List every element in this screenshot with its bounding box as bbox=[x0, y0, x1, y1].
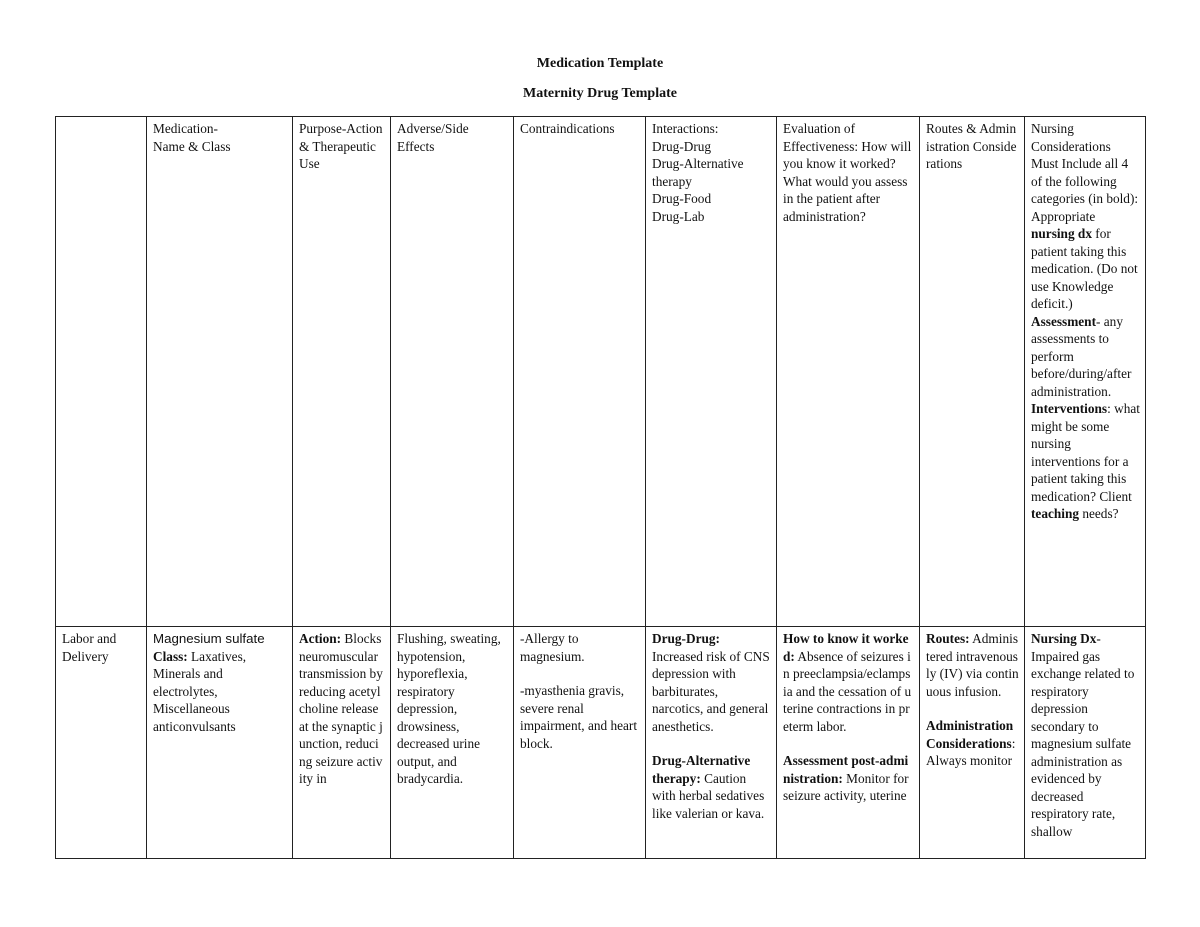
header-medication-line2: Name & Class bbox=[153, 138, 231, 154]
row-purpose bbox=[293, 627, 391, 859]
nursing-intro: Nursing Considerations Must Include all 4 of the following categories (in bold): bbox=[1031, 121, 1139, 206]
teaching-pre: Client bbox=[1099, 488, 1132, 504]
routes-label: Routes: bbox=[926, 631, 970, 646]
nursing-dx-text: - Impaired gas exchange related to respiratory depression secondary to magnesium sulfate administration as evidenced by decreased respiratory rate, shallow bbox=[1031, 631, 1135, 839]
document-subtitle: Maternity Drug Template bbox=[523, 86, 677, 101]
drug-drug-label: Drug-Drug: bbox=[652, 631, 720, 646]
header-row bbox=[56, 117, 1146, 627]
interventions-bold: Interventions bbox=[1031, 401, 1108, 416]
header-medication-line1: Medication- bbox=[153, 121, 218, 136]
header-cell-category bbox=[56, 117, 147, 627]
row-medication bbox=[147, 627, 293, 859]
drug-drug-text: Increased risk of CNS depression with barbiturates, narcotics, and general anesthetics. bbox=[652, 648, 770, 734]
contraindication-2: -myasthenia gravis, severe renal impairment, and heart block. bbox=[520, 683, 638, 751]
interactions-line: Drug-Drug bbox=[652, 138, 712, 154]
assessment-post: - any assessments to perform before/during/after administration. bbox=[1031, 313, 1132, 399]
header-cell-purpose: Purpose-Action & Therapeutic Use bbox=[293, 117, 391, 627]
row-nursing-considerations bbox=[1025, 627, 1146, 859]
how-to-know-text: Absence of seizures in preeclampsia/eclampsia and the cessation of uterine contractions in preterm labor. bbox=[783, 648, 912, 734]
table-row bbox=[56, 627, 1146, 859]
header-cell-nursing-considerations bbox=[1025, 117, 1146, 627]
contraindication-1: -Allergy to magnesium. bbox=[520, 631, 585, 664]
class-label: Class: bbox=[153, 648, 188, 664]
assessment-bold: Assessment bbox=[1031, 313, 1097, 329]
action-label: Action: bbox=[299, 631, 342, 646]
interventions-post: : what might be some nursing interventions for a patient taking this medication? bbox=[1031, 401, 1140, 504]
routes-text: Administered intravenously (IV) via continuous infusion. bbox=[926, 631, 1019, 699]
nursing-dx-pre: Appropriate bbox=[1031, 208, 1096, 224]
row-routes bbox=[920, 627, 1025, 859]
interactions-line: Drug-Food bbox=[652, 191, 712, 206]
document-title: Medication Template bbox=[536, 56, 664, 71]
drug-alt-text: Caution with herbal sedatives like valerian or kava. bbox=[652, 770, 765, 821]
teaching-post: needs? bbox=[1079, 506, 1119, 521]
nursing-dx-label: Nursing Dx bbox=[1031, 631, 1097, 646]
drug-name: Magnesium sulfate bbox=[153, 631, 265, 646]
medication-table bbox=[55, 116, 1146, 859]
admin-considerations-text: : Always monitor bbox=[926, 735, 1016, 768]
header-cell-medication bbox=[147, 117, 293, 627]
interactions-line: Drug-Alternative therapy bbox=[652, 156, 744, 189]
drug-alt-label: Drug-Alternative therapy: bbox=[652, 753, 751, 786]
nursing-dx-bold: nursing dx bbox=[1031, 226, 1092, 241]
header-cell-adverse-effects: Adverse/Side Effects bbox=[391, 117, 514, 627]
assessment-post-label: Assessment post-administration: bbox=[783, 753, 909, 786]
header-cell-evaluation: Evaluation of Effectiveness: How will you know it worked? What would you assess in the patient after administration? bbox=[777, 117, 920, 627]
teaching-bold: teaching bbox=[1031, 506, 1080, 521]
header-cell-routes: Routes & Administration Considerations bbox=[920, 117, 1025, 627]
row-category: Labor and Delivery bbox=[56, 627, 147, 859]
interactions-line: Interactions: bbox=[652, 121, 719, 136]
row-contraindications bbox=[514, 627, 646, 859]
how-to-know-label: How to know it worked: bbox=[783, 631, 909, 664]
row-evaluation bbox=[777, 627, 920, 859]
header-cell-contraindications: Contraindications bbox=[514, 117, 646, 627]
class-value: Laxatives, Minerals and electrolytes, Miscellaneous anticonvulsants bbox=[153, 648, 247, 734]
assessment-post-text: Monitor for seizure activity, uterine bbox=[783, 770, 909, 803]
row-interactions bbox=[646, 627, 777, 859]
header-cell-interactions bbox=[646, 117, 777, 627]
nursing-dx-post: for patient taking this medication. (Do not use Knowledge deficit.) bbox=[1031, 226, 1138, 311]
interactions-line: Drug-Lab bbox=[652, 208, 705, 224]
row-adverse-effects: Flushing, sweating, hypotension, hyporeflexia, respiratory depression, drowsiness, decreased urine output, and bradycardia. bbox=[391, 627, 514, 859]
admin-considerations-label: Administration Considerations bbox=[926, 718, 1014, 751]
action-text: Blocks neuromuscular transmission by reducing acetylcholine release at the synaptic junction, reducing seizure activity in bbox=[299, 631, 383, 786]
